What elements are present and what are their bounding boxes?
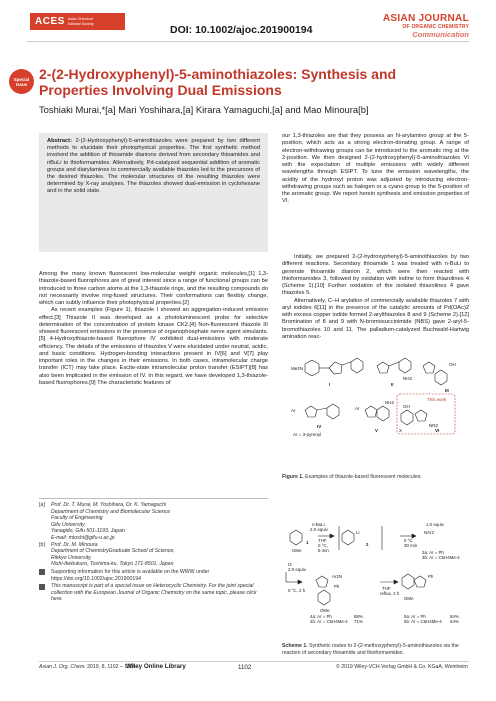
journal-reference: Asian J. Org. Chem. 2019, 8, 1102 – 1106	[39, 664, 136, 670]
paragraph: As recent examples (Figure 1), thiazole I showed an aggregation-induced emission effect.[3] Thiazole II was developed as a photoluminescent probe for selective determination of the concentration of protein kinase CK2.[4] Non-fluorescent thiazole III showed fluorescent emissions in the presence of organophosphate nerve agent simulants.[5] 4-Hydroxythiazole-based fluorophore IV exhibited dual-emissions with moderate efficiency. The details of the emissions of thiazoles V were elucidated under neutral, acidic, and basic conditions. Hydrogen-bonding interactions present in IV[6] and V[7] play important roles in the changes in their emissions. In both cases, intramolecular charge transfer (ICT) may take place. Excite-state intramolecular proton transfer (ESIPT)[8] has also been implicated in the emission of IV. In this regard, we have developed 1,3-thiazole-based fluorophores.[9] The characteristic features of	[39, 307, 268, 386]
scheme-1-caption-text: Synthetic routes to 2-(2-methoxyphenyl)-5-aminothiazoles via the reaction of secondary thioamide and thioformamides.	[282, 643, 459, 656]
supporting-info-note[interactable]: Supporting information for this article is available on the WWW under https://doi.org/10.1002/ajoc.201900194	[39, 569, 268, 582]
scheme-equiv-1: 1.0 equiv	[426, 522, 444, 527]
abstract-box	[39, 133, 268, 252]
affiliation-footnotes	[39, 502, 268, 603]
fig1-label-II: II	[391, 382, 394, 387]
body-column-right-cont	[282, 254, 469, 341]
scheme-3b: 3b: Ar = C6H4Me-4	[422, 555, 460, 560]
scheme-5b: 5b: Ar = C6H4Me-4	[404, 619, 442, 624]
badge-line-1: Special	[13, 76, 30, 82]
fig1-label-VI: VI	[435, 428, 440, 433]
special-issue-note[interactable]: This manuscript is part of a special issue on Heterocyclic Chemistry. For the joint special collection with the European Journal of Organic Chemistry on the same topic, please click here.	[39, 583, 268, 603]
journal-name-line-1: ASIAN JOURNAL	[382, 13, 469, 24]
fig1-this-work-label: This work	[427, 397, 447, 402]
scheme-temp-2: 0 °C	[404, 538, 413, 543]
journal-name-line-2: OF ORGANIC CHEMISTRY	[402, 24, 469, 30]
scheme-time-2: 30 min	[404, 543, 418, 548]
scheme-4a-yield: 88%	[354, 614, 363, 619]
supporting-info-icon	[39, 569, 45, 575]
scheme-ph-4: Ph	[334, 584, 340, 589]
fig1-me2n-label: Me2N	[291, 366, 304, 371]
special-issue-icon	[39, 584, 45, 590]
scheme-temp-3: 0 °C, 2 h	[288, 588, 306, 593]
figure-1-structures	[285, 352, 465, 470]
fig1-nh2-label-II: NH2	[403, 376, 413, 381]
scheme-reflux: reflux, 2 h	[380, 591, 400, 596]
fig1-x-label: X	[399, 428, 403, 433]
affiliation-b: [b] Prof. Dr. M. Minoura Department of ChemistryGraduate School of Science, Rikkyo University, Nishi-Ikebukuro, Toshima-ku, Tokyo 171-8501, Japan	[39, 541, 175, 568]
wiley-online-library-link[interactable]: Wiley Online Library	[126, 663, 186, 670]
scheme-5a-yield: 84%	[450, 614, 459, 619]
scheme-cmpd-1: 1	[306, 540, 309, 545]
figure-1-label: Figure 1.	[282, 474, 304, 480]
scheme-1-label: Scheme 1.	[282, 643, 308, 649]
scheme-equiv-i2: 2.0 equiv	[288, 567, 306, 572]
badge-line-2: Issue	[15, 81, 28, 87]
scheme-1-reaction	[282, 520, 469, 640]
publisher-logo: ACES Asian Chemical Editorial Society	[30, 13, 125, 30]
fig1-label-III: III	[445, 388, 449, 393]
page-number: 1102	[238, 664, 252, 671]
scheme-4b-yield: 71%	[354, 619, 363, 624]
scheme-ar2n: Ar2N	[332, 574, 343, 579]
scheme-5b-yield: 64%	[450, 619, 459, 624]
doi-label[interactable]: DOI: 10.1002/ajoc.201900194	[170, 24, 313, 36]
fig1-oh-label-VI: OH	[403, 404, 410, 409]
scheme-3a: 3a: Ar = Ph	[422, 550, 444, 555]
scheme-time-1: 5 min	[318, 548, 329, 553]
fig1-label-I: I	[329, 382, 331, 387]
scheme-1-caption	[282, 643, 469, 656]
scheme-nar2: NAr2	[424, 530, 435, 535]
article-type: Communication	[412, 30, 469, 39]
header-divider	[27, 41, 469, 42]
journal-logo	[383, 13, 469, 39]
fig1-label-IV: IV	[317, 424, 322, 429]
paragraph: Alternatively, C–H arylation of commercially available thiazoles 7 with aryl iodides 6[11] in the presence of the catalytic amounts of Pd(OAc)2 with excess copper iodide formed 2-arylthiazoles 8 and 9 (Scheme 2).[12] Bromination of 8 and 9 with N-bromosuccinimide (NBS) gave 2-aryl-5-bromothiazoles 10 and 11. The palladium-catalyzed Buchwald-Hartwig amination reac-	[282, 297, 469, 340]
scheme-5a: 5a: Ar = Ph	[404, 614, 426, 619]
body-column-left	[39, 271, 268, 387]
fig1-nh2-label-V: NH2	[385, 400, 395, 405]
article-title: 2-(2-Hydroxyphenyl)-5-aminothiazoles: Synthesis and Properties Involving Dual Emissions	[39, 66, 397, 98]
abstract-label: Abstract:	[47, 138, 72, 144]
abstract-text: 2-(2-Hydroxyphenyl)-5-aminothiazoles were prepared by two different methods to elucidate their photophysical properties. The first synthetic method involved the addition of thioamide dianions derived from secondary thioamides and nBuLi to thioformamides. Alternatively, Pd-catalyzed sequential addition of aromatic groups and diarylamines to commercially available thiazoles led to the precursors of the desired thiazoles. The molecular structures of the resulting thiazoles were determined by X-ray analyses. The thiazoles showed dual-emission in cyclohexane and in the solid state.	[47, 138, 260, 195]
figure-1-caption	[282, 474, 469, 480]
footnote-divider	[39, 498, 268, 499]
special-issue-badge	[9, 69, 34, 94]
affiliation-a: [a] Prof. Dr. T. Murai, M. Yoshihara, Dr. K. Yamaguchi Department of Chemistry and Biomolecular Science Faculty of Engineering Gifu University Yanagido, Gifu 501-1193, Japan E-mail: mtoshi@gifu-u.ac.jp	[39, 502, 171, 541]
scheme-i2: I2	[288, 562, 292, 567]
scheme-nbuli: n-BuLi	[312, 522, 325, 527]
paragraph: Among the many known fluorescent low-molecular weight organic molecules,[1] 1,3-thiazole-based fluorophores are of great interest since a range of functional groups can be introduced to three carbon atoms at the 1,3-thiazole rings, and the resulting compounds do not necessarily involve ring-fused structures. Their conformations can flexibly change, which can subtly influence their photophysical properties.[2]	[39, 271, 268, 306]
scheme-ome-1: OMe	[292, 548, 302, 553]
paragraph: Initially, we prepared 2-(2-hydroxyphenyl)-5-aminothiazoles by two different reactions. Secondary thioamide 1 was treated with n-BuLi to generate thioamide dianion 2, which were then reacted with thioformamides 3, followed by oxidation with iodine to form thiazolines 4 (Scheme 1).[10] Further oxidation of the isolated thiazolines 4 gave thiazoles 5.	[282, 254, 469, 297]
scheme-ome-5: OMe	[404, 596, 414, 601]
scheme-temp-1: 0 °C,	[318, 543, 328, 548]
copyright: © 2019 Wiley-VCH Verlag GmbH & Co. KGaA, Weinheim	[336, 664, 468, 670]
paragraph: our 1,3-thiazoles are that they possess an N-arylamino group at the 5-position, which acts as a strong electron-donating group. A range of electron-withdrawing groups can be introduced to the aromatic ring at the 2-position. We then designed 2-(2-hydroxyphenyl)-5-aminothiazoles VI with the expectation of multiple emissions with widely different wavelengths through ESIPT. To tune the emission wavelengths, the acidity of the hydroxyl proton was adjusted by introducing electron-withdrawing groups such as halogen or a cyano group to the 5-position of the aromatic group. We report herein synthesis and emission properties of VI.	[282, 133, 469, 205]
scheme-4a: 4a: Ar = Ph	[310, 614, 332, 619]
fig1-label-V: V	[375, 428, 379, 433]
author-list: Toshiaki Murai,*[a] Mari Yoshihara,[a] Kirara Yamaguchi,[a] and Mao Minoura[b]	[39, 104, 369, 115]
scheme-ph-5: Ph	[428, 574, 434, 579]
scheme-ome-4: OMe	[320, 608, 330, 613]
scheme-4b: 4b: Ar = C6H4Me-4	[310, 619, 348, 624]
fig1-ar-label-V: Ar	[355, 406, 360, 411]
body-column-right	[282, 133, 469, 206]
scheme-reflux-thf: THF	[382, 586, 391, 591]
fig1-nr2-label: NR2	[429, 423, 439, 428]
scheme-cmpd-2: 2	[366, 542, 369, 547]
publisher-sub-line-2: Editorial Society	[67, 21, 94, 26]
figure-1-caption-text: Examples of thiazole-based fluorescent molecules.	[305, 474, 422, 480]
scheme-equiv-2: 2.0 equiv	[310, 527, 328, 532]
scheme-li: Li	[356, 530, 360, 535]
fig1-ar-note: Ar = 3-pyrenyl	[293, 432, 322, 437]
fig1-ar-label-IV: Ar	[291, 408, 296, 413]
fig1-oh-label-III: OH	[449, 362, 456, 367]
footer-divider	[39, 661, 469, 662]
author-email[interactable]: E-mail: mtoshi@gifu-u.ac.jp	[51, 534, 115, 541]
scheme-thf: THF	[318, 538, 327, 543]
publisher-sub-line-1: Asian Chemical	[67, 17, 93, 22]
